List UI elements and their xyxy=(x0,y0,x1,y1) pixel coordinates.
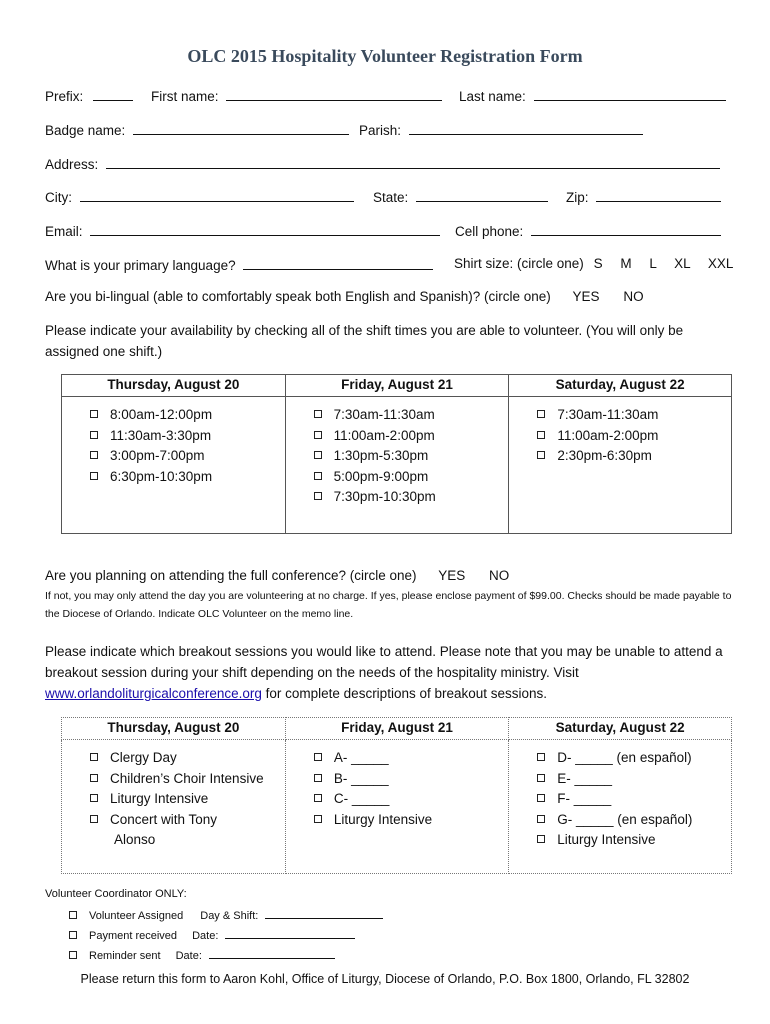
first-name-blank[interactable] xyxy=(226,87,442,101)
bilingual-row xyxy=(45,289,644,304)
shift-label: 1:30pm-5:30pm xyxy=(333,448,429,463)
checkbox-icon[interactable] xyxy=(314,410,322,418)
session-option[interactable] xyxy=(537,748,731,769)
checkbox-icon[interactable] xyxy=(537,794,545,802)
bilingual-yes[interactable]: YES xyxy=(572,289,600,304)
checkbox-icon[interactable] xyxy=(537,835,545,843)
checkbox-icon[interactable] xyxy=(69,911,77,919)
zip-label: Zip: xyxy=(566,190,589,205)
checkbox-icon[interactable] xyxy=(314,794,322,802)
shift-label: 7:30am-11:30am xyxy=(557,407,659,422)
conference-website-link[interactable]: www.orlandoliturgicalconference.org xyxy=(45,686,262,701)
cell-phone-blank[interactable] xyxy=(531,222,721,236)
zip-row xyxy=(566,188,721,205)
shift-option[interactable] xyxy=(537,446,731,467)
checkbox-icon[interactable] xyxy=(314,492,322,500)
checkbox-icon[interactable] xyxy=(537,753,545,761)
session-label: F- _____ xyxy=(557,791,612,806)
coordinator-reminder-row xyxy=(69,948,335,962)
assigned-label: Volunteer Assigned xyxy=(89,910,184,922)
prefix-blank[interactable] xyxy=(93,87,133,101)
checkbox-icon[interactable] xyxy=(69,951,77,959)
payment-label: Payment received xyxy=(89,930,178,942)
parish-label: Parish: xyxy=(359,123,402,138)
primary-language-label: What is your primary language? xyxy=(45,258,236,273)
day-shift-label: Day & Shift: xyxy=(200,910,259,922)
checkbox-icon[interactable] xyxy=(537,815,545,823)
shift-option[interactable] xyxy=(314,405,509,426)
shift-option[interactable] xyxy=(90,467,285,488)
checkbox-icon[interactable] xyxy=(90,472,98,480)
checkbox-icon[interactable] xyxy=(90,815,98,823)
coordinator-heading: Volunteer Coordinator ONLY: xyxy=(45,888,187,900)
availability-instructions: Please indicate your availability by checking all of the shift times you are able to volunteer. (You will only be assigned one shift.) xyxy=(45,323,684,359)
breakout-header-saturday: Saturday, August 22 xyxy=(509,718,732,740)
bilingual-question: Are you bi-lingual (able to comfortably speak both English and Spanish)? (circle one) xyxy=(45,289,551,304)
checkbox-icon[interactable] xyxy=(314,753,322,761)
shift-option[interactable] xyxy=(90,446,285,467)
session-option[interactable] xyxy=(537,810,731,831)
parish-row xyxy=(359,121,643,138)
session-label: Concert with Tony Alonso xyxy=(110,811,218,847)
shift-label: 11:30am-3:30pm xyxy=(110,427,212,443)
shift-label: 11:00am-2:00pm xyxy=(557,427,659,443)
session-option[interactable] xyxy=(90,789,285,810)
breakout-thursday-cell xyxy=(62,740,286,874)
checkbox-icon[interactable] xyxy=(537,451,545,459)
shift-option[interactable] xyxy=(90,405,285,426)
badge-name-blank[interactable] xyxy=(133,121,349,135)
shirt-option-m[interactable]: M xyxy=(620,256,632,271)
checkbox-icon[interactable] xyxy=(314,815,322,823)
last-name-label: Last name: xyxy=(459,89,526,104)
checkbox-icon[interactable] xyxy=(90,774,98,782)
address-label: Address: xyxy=(45,157,99,172)
checkbox-icon[interactable] xyxy=(90,431,98,439)
breakout-friday-cell xyxy=(285,740,508,874)
checkbox-icon[interactable] xyxy=(314,431,322,439)
address-row xyxy=(45,155,720,172)
shift-label: 11:00am-2:00pm xyxy=(333,427,435,443)
last-name-row xyxy=(459,87,726,104)
session-label: G- _____ (en español) xyxy=(557,811,693,827)
availability-table xyxy=(61,374,732,534)
bilingual-no[interactable]: NO xyxy=(623,289,644,304)
shirt-option-l[interactable]: L xyxy=(649,256,657,271)
session-label: C- _____ xyxy=(333,791,390,806)
shift-label: 3:00pm-7:00pm xyxy=(110,448,205,463)
checkbox-icon[interactable] xyxy=(314,774,322,782)
cell-phone-label: Cell phone: xyxy=(455,224,524,239)
shirt-size-label: Shirt size: (circle one) xyxy=(454,256,584,271)
state-row xyxy=(373,188,548,205)
badge-name-label: Badge name: xyxy=(45,123,126,138)
shift-option[interactable] xyxy=(314,446,509,467)
prefix-label: Prefix: xyxy=(45,89,84,104)
availability-header-saturday: Saturday, August 22 xyxy=(509,375,732,397)
checkbox-icon[interactable] xyxy=(90,753,98,761)
checkbox-icon[interactable] xyxy=(90,410,98,418)
conference-row xyxy=(45,568,509,583)
form-title: OLC 2015 Hospitality Volunteer Registration Form xyxy=(187,46,583,66)
breakout-instructions xyxy=(45,641,725,704)
shift-option[interactable] xyxy=(314,426,509,447)
shift-label: 5:00pm-9:00pm xyxy=(333,468,429,484)
first-name-label: First name: xyxy=(151,89,219,104)
payment-date-label: Date: xyxy=(192,930,219,942)
session-label: B- _____ xyxy=(333,770,389,786)
state-blank[interactable] xyxy=(416,188,548,202)
shift-option[interactable] xyxy=(537,426,731,447)
session-option[interactable] xyxy=(314,789,508,810)
session-label: Liturgy Intensive xyxy=(333,811,433,827)
coordinator-assigned-row xyxy=(69,908,383,922)
shirt-option-s[interactable]: S xyxy=(593,256,603,271)
checkbox-icon[interactable] xyxy=(69,931,77,939)
cell-phone-row xyxy=(455,222,721,239)
availability-friday-cell xyxy=(285,397,509,534)
session-option[interactable] xyxy=(314,748,508,769)
shift-option[interactable] xyxy=(314,467,509,488)
state-label: State: xyxy=(373,190,409,205)
shift-label: 8:00am-12:00pm xyxy=(110,407,213,422)
prefix-row xyxy=(45,87,133,104)
first-name-row xyxy=(151,87,442,104)
session-label: Liturgy Intensive xyxy=(110,791,209,806)
session-option[interactable] xyxy=(90,748,285,769)
checkbox-icon[interactable] xyxy=(537,431,545,439)
session-option[interactable] xyxy=(314,810,508,831)
shift-option[interactable] xyxy=(314,487,509,508)
availability-header-friday: Friday, August 21 xyxy=(285,375,509,397)
badge-name-row xyxy=(45,121,349,138)
breakout-header-thursday: Thursday, August 20 xyxy=(62,718,286,740)
shirt-size-row xyxy=(454,256,733,271)
primary-language-blank[interactable] xyxy=(243,256,433,270)
last-name-blank[interactable] xyxy=(534,87,726,101)
primary-language-row xyxy=(45,256,433,273)
shift-label: 2:30pm-6:30pm xyxy=(557,448,652,463)
shirt-option-xl[interactable]: XL xyxy=(674,256,691,271)
checkbox-icon[interactable] xyxy=(314,451,322,459)
breakout-intro: Please indicate which breakout sessions you would like to attend. Please note that you may be unable to attend a breakout session during your shift depending on the needs of the hospitality ministry. Visit xyxy=(45,644,723,680)
shift-option[interactable] xyxy=(537,405,731,426)
session-label: Children’s Choir Intensive xyxy=(110,770,264,786)
session-option[interactable] xyxy=(90,810,240,851)
availability-header-thursday: Thursday, August 20 xyxy=(62,375,286,397)
shift-option[interactable] xyxy=(90,426,285,447)
shift-label: 6:30pm-10:30pm xyxy=(110,468,213,484)
parish-blank[interactable] xyxy=(409,121,643,135)
reminder-label: Reminder sent xyxy=(89,950,161,962)
coordinator-payment-row xyxy=(69,928,355,942)
reminder-date-blank[interactable] xyxy=(209,948,335,959)
city-row xyxy=(45,188,354,205)
shirt-option-xxl[interactable]: XXL xyxy=(707,256,734,271)
city-blank[interactable] xyxy=(80,188,354,202)
session-option[interactable] xyxy=(90,769,285,790)
reminder-date-label: Date: xyxy=(175,950,202,962)
checkbox-icon[interactable] xyxy=(537,774,545,782)
breakout-saturday-cell xyxy=(509,740,732,874)
breakout-header-friday: Friday, August 21 xyxy=(285,718,508,740)
session-option[interactable] xyxy=(537,769,731,790)
session-option[interactable] xyxy=(537,789,731,810)
checkbox-icon[interactable] xyxy=(90,451,98,459)
email-label: Email: xyxy=(45,224,83,239)
zip-blank[interactable] xyxy=(596,188,721,202)
address-blank[interactable] xyxy=(106,155,720,169)
return-address-footer: Please return this form to Aaron Kohl, Office of Liturgy, Diocese of Orlando, P.O. Box 1800, Orlando, FL 32802 xyxy=(80,972,690,986)
session-label: Clergy Day xyxy=(110,750,177,765)
session-option[interactable] xyxy=(314,769,508,790)
session-label: A- _____ xyxy=(333,750,389,765)
checkbox-icon[interactable] xyxy=(314,472,322,480)
payment-date-blank[interactable] xyxy=(225,928,355,939)
day-shift-blank[interactable] xyxy=(265,908,383,919)
conference-no[interactable]: NO xyxy=(489,568,510,583)
shift-label: 7:30am-11:30am xyxy=(333,407,435,422)
session-label: D- _____ (en español) xyxy=(557,750,692,765)
city-label: City: xyxy=(45,190,72,205)
email-row xyxy=(45,222,440,239)
shift-label: 7:30pm-10:30pm xyxy=(333,489,436,504)
checkbox-icon[interactable] xyxy=(90,794,98,802)
session-label: E- _____ xyxy=(557,770,613,786)
checkbox-icon[interactable] xyxy=(537,410,545,418)
email-blank[interactable] xyxy=(90,222,440,236)
breakout-intro-end: for complete descriptions of breakout sessions. xyxy=(265,686,548,701)
conference-note: If not, you may only attend the day you are volunteering at no charge. If yes, please enclose payment of $99.00. Checks should be made payable to the Diocese of Orlando. Indicate OLC Volunteer on the memo line. xyxy=(45,590,732,620)
session-option[interactable] xyxy=(537,830,731,851)
availability-saturday-cell xyxy=(509,397,732,534)
breakout-table xyxy=(61,717,732,874)
availability-thursday-cell xyxy=(62,397,286,534)
conference-question: Are you planning on attending the full conference? (circle one) xyxy=(45,568,417,583)
conference-yes[interactable]: YES xyxy=(438,568,466,583)
session-label: Liturgy Intensive xyxy=(557,832,656,847)
